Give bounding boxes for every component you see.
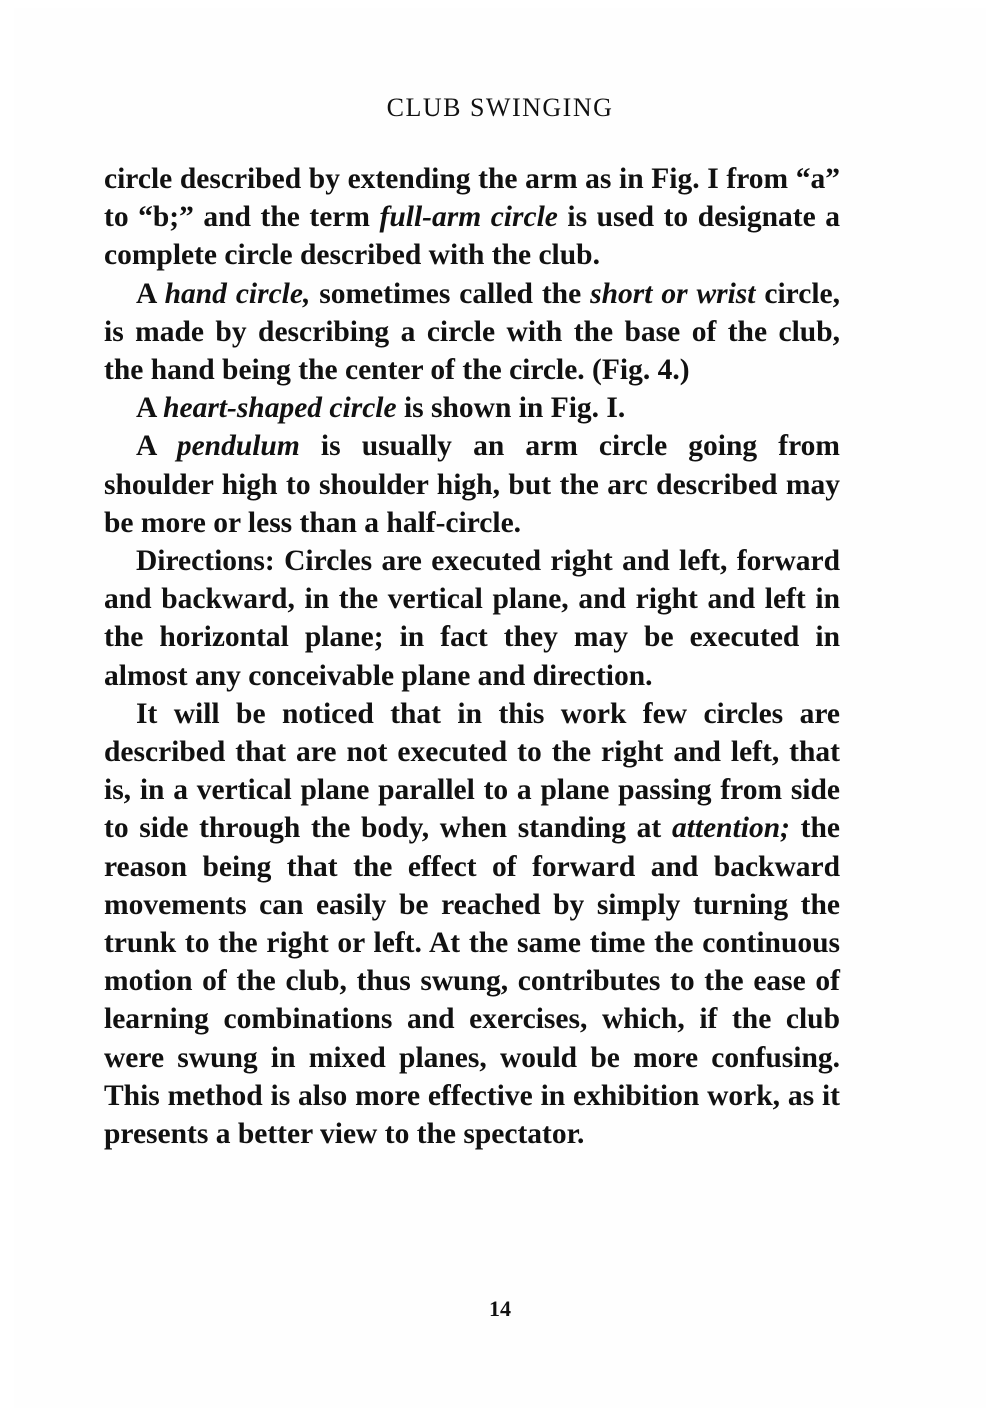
term-attention: attention;: [671, 812, 790, 845]
paragraph-4: [104, 427, 840, 542]
term-pendulum: pendulum: [176, 430, 300, 463]
running-header: CLUB SWINGING: [386, 93, 614, 122]
paragraph-2-text-b: sometimes called the: [310, 277, 591, 310]
paragraph-1-text-a: circle described by extending the arm as in Fig. I from “a” to “b;” and the term: [104, 163, 840, 234]
paragraph-2: [104, 275, 840, 390]
paragraph-6-text-b: the reason being that the effect of forward and backward movements can easily be reached by simply turning the trunk to the right or left. At the same time the continuous motion of the club, thus swung, contributes to the ease of learning combinations and exercises, which, if the club were swung in mixed planes, would be more confusing. This method is also more effective in exhibition work, as it presents a better view to the spectator.: [104, 812, 840, 1151]
paragraph-4-text-b: is usually an arm circle going from shoulder high to shoulder high, but the arc described may be more or less than a half-circle.: [104, 430, 840, 539]
term-short-or-wrist: short or wrist: [590, 277, 756, 310]
term-heart-shaped-circle: heart-shaped circle: [163, 392, 397, 425]
paragraph-3-text-b: is shown in Fig. I.: [396, 392, 626, 425]
paragraph-3: [104, 389, 840, 427]
paragraph-1: [104, 160, 840, 275]
paragraph-2-text-c: circle, is made by describing a circle with the base of the club, the hand being the center of the circle. (Fig. 4.): [104, 277, 840, 387]
term-full-arm-circle: full-arm circle: [379, 201, 558, 234]
paragraph-5: [104, 542, 840, 695]
paragraph-4-text-a: A: [136, 430, 177, 463]
paragraph-5-text: Directions: Circles are executed right and left, forward and backward, in the vertical plane, and right and left in the horizontal plane; in fact they may be executed in almost any conceivable plane and direction.: [104, 545, 840, 692]
term-hand-circle: hand circle,: [164, 277, 311, 310]
body-text: [104, 160, 840, 1153]
paragraph-6: [104, 695, 840, 1153]
paragraph-6-text-a: It will be noticed that in this work few circles are described that are not executed to the right and left, that is, in a vertical plane parallel to a plane passing from side to side through the body, when standing at: [104, 697, 840, 845]
page-number: 14: [489, 1296, 511, 1321]
paragraph-3-text-a: A: [136, 392, 164, 425]
paragraph-1-text-b: is used to designate a complete circle described with the club.: [104, 201, 840, 272]
paragraph-2-text-a: A: [136, 277, 165, 310]
